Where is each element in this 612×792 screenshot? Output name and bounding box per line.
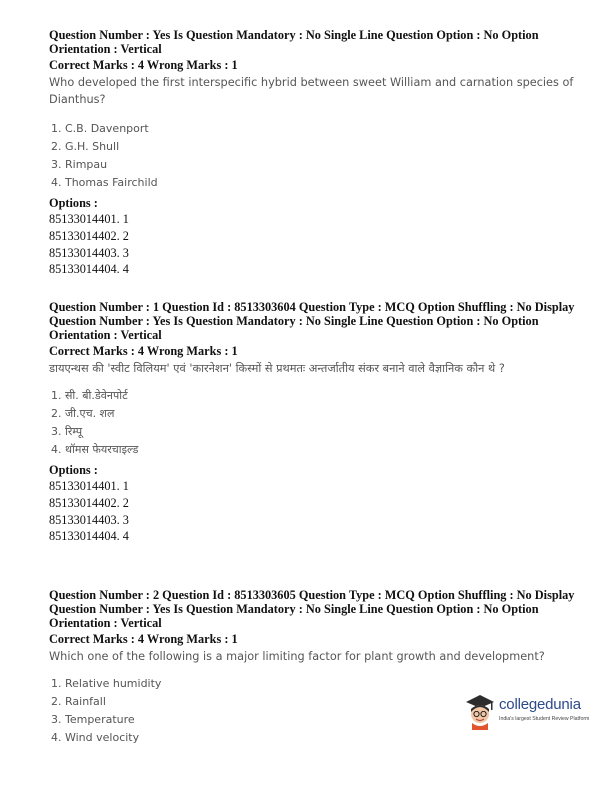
option-id: 85133014401. 1 (49, 479, 129, 493)
graduate-mascot-icon (463, 692, 497, 730)
choice-item: 3. रिम्पू (51, 425, 83, 438)
choice-list (49, 387, 589, 459)
question-meta: Orientation : Vertical (49, 42, 162, 56)
option-id: 85133014403. 3 (49, 512, 129, 527)
question-meta: Orientation : Vertical (49, 616, 162, 630)
choice-item: 2. जी.एच. शल (51, 407, 115, 420)
question-meta: Question Number : 2 Question Id : 8513303605 Question Type : MCQ Option Shuffling : No Display (49, 588, 575, 602)
choice-item: 2. G.H. Shull (51, 140, 120, 153)
choice-item: 3. Rimpau (51, 158, 108, 171)
marks-line: Correct Marks : 4 Wrong Marks : 1 (49, 344, 238, 358)
logo-tagline: India's largest Student Review Platform (499, 716, 590, 722)
question-text: डायएन्थस की 'स्वीट विलियम' एवं 'कारनेशन' किस्मों से प्रथमतः अन्तर्जातीय संकर बनाने वाले वैज्ञानिक कौन थे ? (49, 362, 505, 375)
choice-item: 3. Temperature (51, 713, 135, 726)
choice-list (49, 120, 589, 192)
options-label: Options : (49, 463, 98, 477)
option-id: 85133014404. 4 (49, 529, 129, 544)
marks-line: Correct Marks : 4 Wrong Marks : 1 (49, 632, 238, 646)
question-meta: Question Number : Yes Is Question Mandatory : No Single Line Question Option : No Option (49, 28, 539, 42)
question-meta: Question Number : Yes Is Question Mandatory : No Single Line Question Option : No Option (49, 602, 539, 616)
marks-line: Correct Marks : 4 Wrong Marks : 1 (49, 58, 238, 72)
option-id: 85133014401. 1 (49, 212, 129, 226)
question-text: Who developed the first interspecific hybrid between sweet William and carnation species of Dianthus? (49, 76, 574, 106)
logo-wordmark: collegedunia (499, 696, 581, 713)
choice-item: 1. Relative humidity (51, 677, 162, 690)
choice-item: 4. Wind velocity (51, 731, 140, 744)
option-id: 85133014402. 2 (49, 228, 129, 243)
question-meta: Orientation : Vertical (49, 328, 162, 342)
question-block-1 (49, 28, 589, 278)
question-meta: Question Number : Yes Is Question Mandatory : No Single Line Question Option : No Option (49, 314, 539, 328)
question-meta: Question Number : 1 Question Id : 8513303604 Question Type : MCQ Option Shuffling : No Display (49, 300, 575, 314)
question-block-2 (49, 300, 589, 545)
choice-item: 1. C.B. Davenport (51, 122, 149, 135)
question-text: Which one of the following is a major limiting factor for plant growth and development? (49, 650, 545, 663)
choice-item: 1. सी. बी.डेवेनपोर्ट (51, 389, 128, 402)
collegedunia-logo (463, 688, 598, 736)
option-id: 85133014402. 2 (49, 495, 129, 510)
choice-item: 4. थॉमस फेयरचाइल्ड (51, 443, 139, 456)
options-label: Options : (49, 196, 98, 210)
option-id: 85133014403. 3 (49, 245, 129, 260)
option-id: 85133014404. 4 (49, 262, 129, 277)
choice-item: 2. Rainfall (51, 695, 106, 708)
choice-item: 4. Thomas Fairchild (51, 176, 158, 189)
